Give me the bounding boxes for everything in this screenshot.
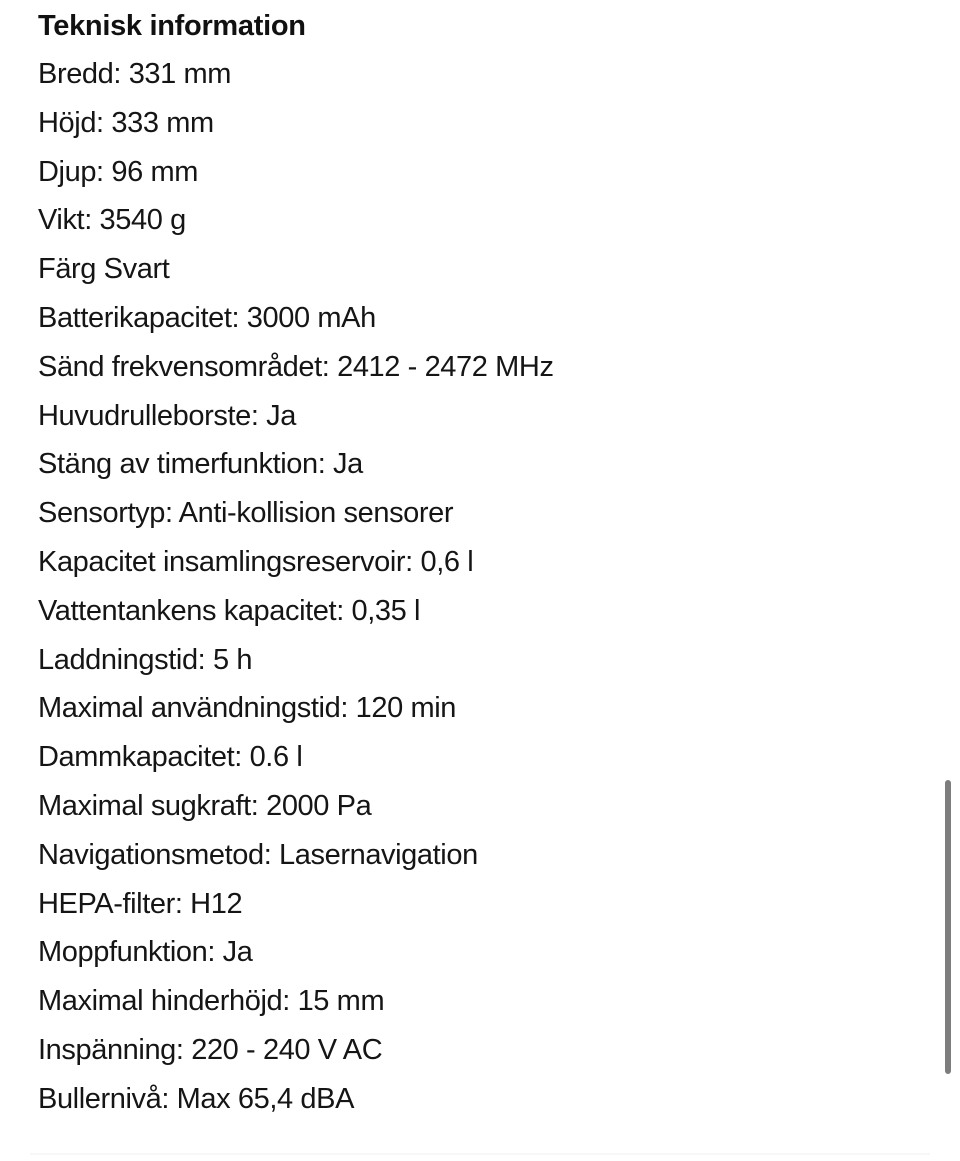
scrollbar-thumb[interactable] (945, 780, 951, 1074)
spec-navigation: Navigationsmetod: Lasernavigation (38, 838, 478, 871)
spec-max-runtime: Maximal användningstid: 120 min (38, 692, 456, 725)
spec-depth: Djup: 96 mm (38, 155, 198, 188)
spec-hepa-filter: HEPA-filter: H12 (38, 887, 243, 920)
spec-max-suction: Maximal sugkraft: 2000 Pa (38, 789, 372, 822)
spec-sensor-type: Sensortyp: Anti-kollision sensorer (38, 497, 454, 530)
spec-collection-reservoir: Kapacitet insamlingsreservoir: 0,6 l (38, 545, 474, 578)
spec-battery-capacity: Batterikapacitet: 3000 mAh (38, 301, 376, 334)
spec-input-voltage: Inspänning: 220 - 240 V AC (38, 1033, 383, 1066)
bottom-divider (30, 1153, 930, 1155)
spec-water-tank: Vattentankens kapacitet: 0,35 l (38, 594, 421, 627)
spec-height: Höjd: 333 mm (38, 106, 214, 139)
spec-dust-capacity: Dammkapacitet: 0.6 l (38, 741, 303, 774)
spec-charging-time: Laddningstid: 5 h (38, 643, 253, 676)
spec-max-obstacle-height: Maximal hinderhöjd: 15 mm (38, 985, 385, 1018)
spec-noise-level: Bullernivå: Max 65,4 dBA (38, 1082, 355, 1115)
spec-main-brush: Huvudrulleborste: Ja (38, 399, 296, 432)
technical-info-section (38, 6, 930, 1124)
spec-width: Bredd: 331 mm (38, 58, 232, 90)
spec-list (38, 50, 930, 1124)
spec-color: Färg Svart (38, 253, 170, 286)
spec-mop-function: Moppfunktion: Ja (38, 936, 253, 969)
spec-frequency-range: Sänd frekvensområdet: 2412 - 2472 MHz (38, 350, 554, 383)
section-title: Teknisk information (38, 10, 306, 42)
spec-timer-off: Stäng av timerfunktion: Ja (38, 448, 363, 481)
spec-weight: Vikt: 3540 g (38, 204, 186, 237)
